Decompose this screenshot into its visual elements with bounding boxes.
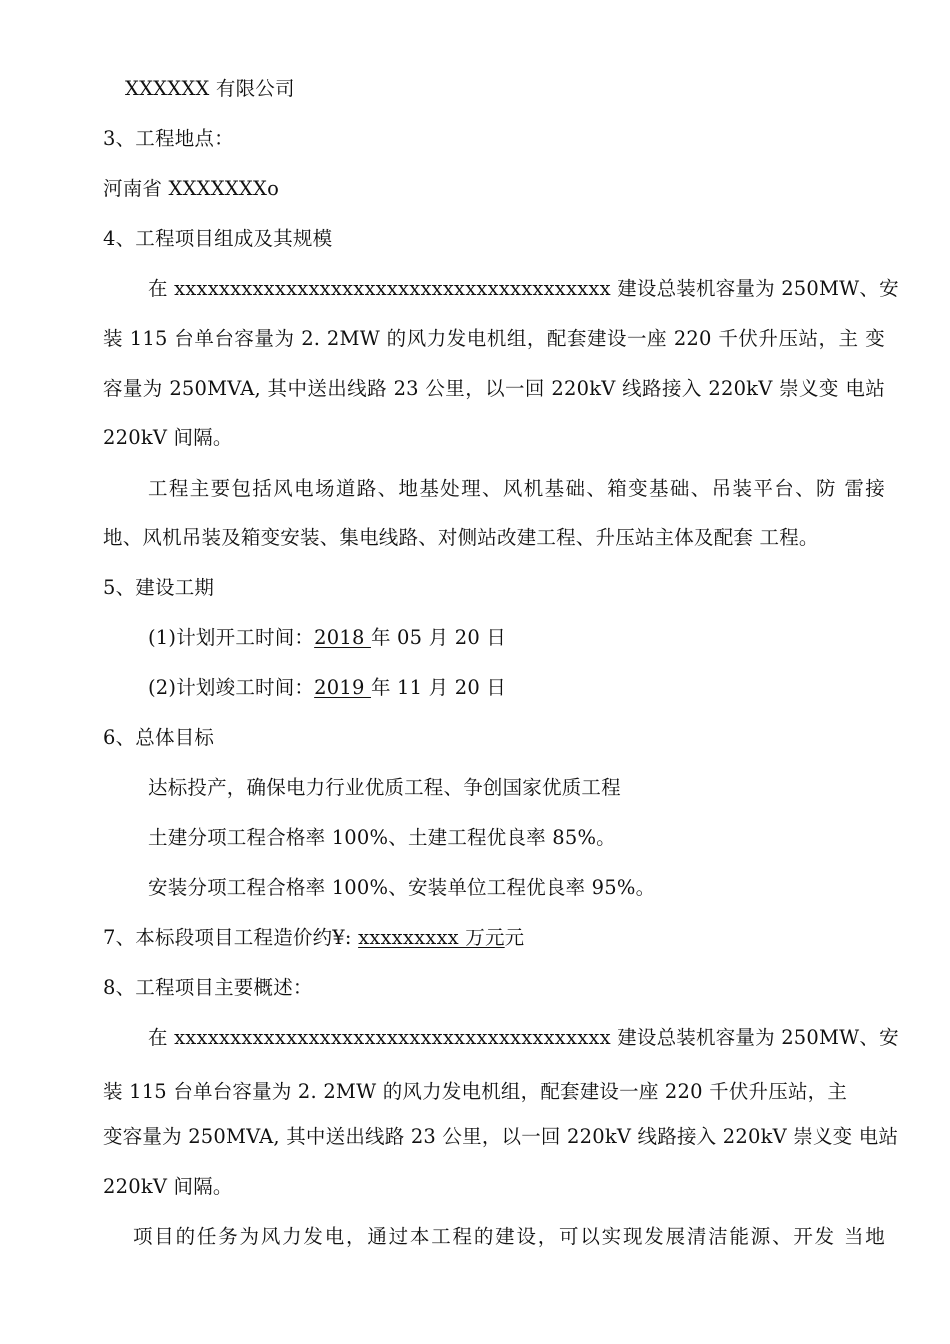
- section-4-paragraph-2-line-2: 地、风机吊装及箱变安装、集电线路、对侧站改建工程、升压站主体及配套 工程。: [103, 526, 819, 549]
- goal-installation: 安装分项工程合格率 100%、安装单位工程优良率 95%。: [148, 876, 656, 899]
- section-4-heading: 4、工程项目组成及其规模: [103, 227, 333, 250]
- section-8-paragraph-1-line-3: 变容量为 250MVA, 其中送出线路 23 公里，以一回 220kV 线路接入 220kV 崇义变 电站: [103, 1125, 899, 1148]
- planned-start-year: 2018: [314, 626, 371, 649]
- cost-value: xxxxxxxxx 万元: [358, 926, 505, 949]
- planned-completion-label: (2)计划竣工时间：: [148, 676, 315, 699]
- goal-civil-works: 土建分项工程合格率 100%、土建工程优良率 85%。: [148, 826, 616, 849]
- section-8-paragraph-1-line-2: 装 115 台单台容量为 2. 2MW 的风力发电机组，配套建设一座 220 千伏升压站，主: [103, 1080, 848, 1103]
- section-8-paragraph-1-line-4: 220kV 间隔。: [103, 1175, 233, 1198]
- planned-start-month-day: 年 05 月 20 日: [370, 626, 507, 649]
- planned-completion-year: 2019: [314, 676, 371, 699]
- planned-completion-month-day: 年 11 月 20 日: [370, 676, 507, 699]
- planned-start-label: (1)计划开工时间：: [148, 626, 315, 649]
- section-8-paragraph-1-line-1: 在 xxxxxxxxxxxxxxxxxxxxxxxxxxxxxxxxxxxxxxx 建设总装机容量为 250MW、安: [148, 1026, 899, 1049]
- planned-start-date: [148, 624, 506, 652]
- section-5-heading: 5、建设工期: [103, 576, 215, 599]
- project-location: 河南省 XXXXXXXo: [103, 177, 280, 200]
- section-8-heading: 8、工程项目主要概述：: [103, 976, 313, 999]
- section-6-heading: 6、总体目标: [103, 726, 215, 749]
- cost-label: 7、本标段项目工程造价约¥:: [103, 926, 359, 949]
- section-4-paragraph-1-line-1: 在 xxxxxxxxxxxxxxxxxxxxxxxxxxxxxxxxxxxxxxx 建设总装机容量为 250MW、安: [148, 277, 899, 300]
- planned-completion-date: [148, 674, 506, 702]
- cost-unit: 元: [504, 926, 525, 949]
- company-name: XXXXXX 有限公司: [125, 77, 295, 100]
- section-7-cost: [103, 924, 524, 952]
- section-8-paragraph-2-line-1: 项目的任务为风力发电，通过本工程的建设，可以实现发展清洁能源、开发 当地: [133, 1225, 885, 1248]
- goal-quality: 达标投产，确保电力行业优质工程、争创国家优质工程: [148, 776, 621, 799]
- section-4-paragraph-1-line-4: 220kV 间隔。: [103, 426, 233, 449]
- section-4-paragraph-2-line-1: 工程主要包括风电场道路、地基处理、风机基础、箱变基础、吊装平台、防 雷接: [148, 477, 885, 500]
- section-4-paragraph-1-line-3: 容量为 250MVA, 其中送出线路 23 公里，以一回 220kV 线路接入 220kV 崇义变 电站: [103, 377, 885, 400]
- section-3-heading: 3、工程地点：: [103, 127, 234, 150]
- section-4-paragraph-1-line-2: 装 115 台单台容量为 2. 2MW 的风力发电机组，配套建设一座 220 千伏升压站，主 变: [103, 327, 885, 350]
